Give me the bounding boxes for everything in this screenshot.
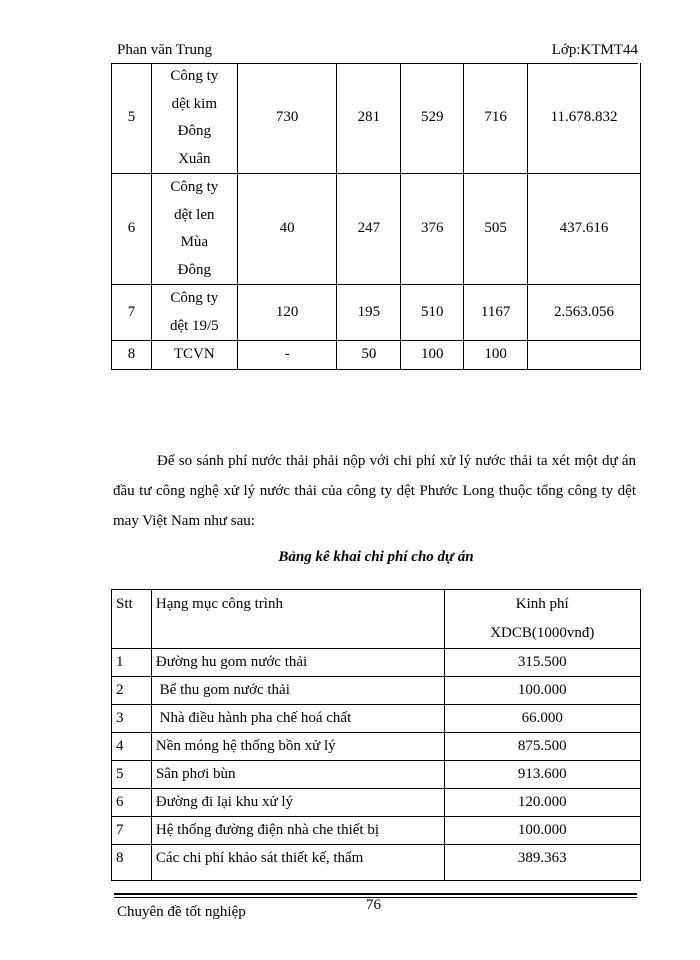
table-caption: Bảng kê khai chi phí cho dự án [278,549,474,565]
row-item: Sân phơi bùn [151,761,444,789]
row-item: Các chi phí khảo sát thiết kế, thẩm [151,845,444,881]
table-row [112,63,641,174]
company-name-line: Công ty [170,290,219,306]
company-name [151,63,237,174]
company-name-line: TCVN [173,346,215,362]
company-name-line: dệt 19/5 [169,317,219,334]
row-stt: 1 [112,649,152,677]
value-cell: 529 [401,63,464,174]
value-cell: 100 [401,341,464,370]
row-cost: 875.500 [444,733,640,761]
row-cost: 389.363 [444,845,640,881]
value-cell: 730 [237,63,337,174]
table-row [112,789,641,817]
table-row [112,845,641,881]
company-name-line: dệt kim [171,95,218,112]
company-name-line: Đông [177,123,211,139]
pollution-table [111,63,641,370]
fee-cell: 437.616 [528,174,641,285]
cost-table-header [112,590,641,649]
row-stt: 7 [112,817,152,845]
value-cell: 40 [237,174,337,285]
row-stt: 5 [112,761,152,789]
fee-cell [528,341,641,370]
value-cell: 510 [401,285,464,341]
header-cost [444,590,640,649]
value-cell: 281 [337,63,401,174]
row-number: 8 [112,341,152,370]
row-item: Nền móng hệ thống bồn xử lý [151,733,444,761]
company-name-line: Mùa [180,234,209,250]
company-name [151,285,237,341]
row-stt: 8 [112,845,152,881]
row-cost: 913.600 [444,761,640,789]
row-item: Nhà điều hành pha chế hoá chất [151,705,444,733]
row-cost: 100.000 [444,677,640,705]
company-name-line: Công ty [170,68,219,84]
row-stt: 2 [112,677,152,705]
row-item: Đường đi lại khu xử lý [151,789,444,817]
value-cell: 1167 [464,285,528,341]
table-row [112,761,641,789]
company-name-line: dệt len [174,206,215,223]
row-cost: 120.000 [444,789,640,817]
header-item: Hạng mục công trình [151,590,444,649]
company-name-line: Công ty [170,179,219,195]
header-cost-line1: Kinh phí [515,596,569,612]
class-label: Lớp:KTMT44 [551,42,638,58]
footer-divider-thick [114,893,637,895]
value-cell: 247 [337,174,401,285]
row-number: 7 [112,285,152,341]
header-cost-line2: XDCB(1000vnđ) [490,625,595,641]
value-cell: - [237,341,337,370]
value-cell: 376 [401,174,464,285]
table-row [112,733,641,761]
author-name: Phan văn Trung [117,42,213,58]
company-name-line: Xuân [178,150,211,167]
value-cell: 50 [337,341,401,370]
row-item: Bể thu gom nước thải [151,677,444,705]
page-number: 76 [366,897,381,913]
fee-cell: 2.563.056 [528,285,641,341]
row-item: Hệ thống đường điện nhà che thiết bị [151,817,444,845]
fee-cell: 11.678.832 [528,63,641,174]
cost-table [111,589,641,881]
table-row [112,705,641,733]
footer-label: Chuyên đề tốt nghiệp [117,904,246,920]
row-stt: 6 [112,789,152,817]
row-item: Đường hu gom nước thải [151,649,444,677]
value-cell: 195 [337,285,401,341]
value-cell: 120 [237,285,337,341]
table-row [112,174,641,285]
header-stt: Stt [112,590,152,649]
company-name [151,174,237,285]
company-name [151,341,237,370]
table-row [112,649,641,677]
page-header [117,42,638,64]
row-stt: 4 [112,733,152,761]
table-row [112,341,641,370]
table-row [112,817,641,845]
value-cell: 716 [464,63,528,174]
value-cell: 505 [464,174,528,285]
value-cell: 100 [464,341,528,370]
row-cost: 66.000 [444,705,640,733]
table-row [112,285,641,341]
company-name-line: Đông [177,261,211,278]
table-row [112,677,641,705]
row-stt: 3 [112,705,152,733]
row-cost: 100.000 [444,817,640,845]
row-cost: 315.500 [444,649,640,677]
row-number: 5 [112,63,152,174]
row-number: 6 [112,174,152,285]
body-paragraph: Để so sánh phí nước thải phải nộp với chi phí xử lý nước thải ta xét một dự án đầu tư công nghệ xử lý nước thải của công ty dệt Phước Long thuộc tổng công ty dệt may Việt Nam như sau: [113,453,636,529]
